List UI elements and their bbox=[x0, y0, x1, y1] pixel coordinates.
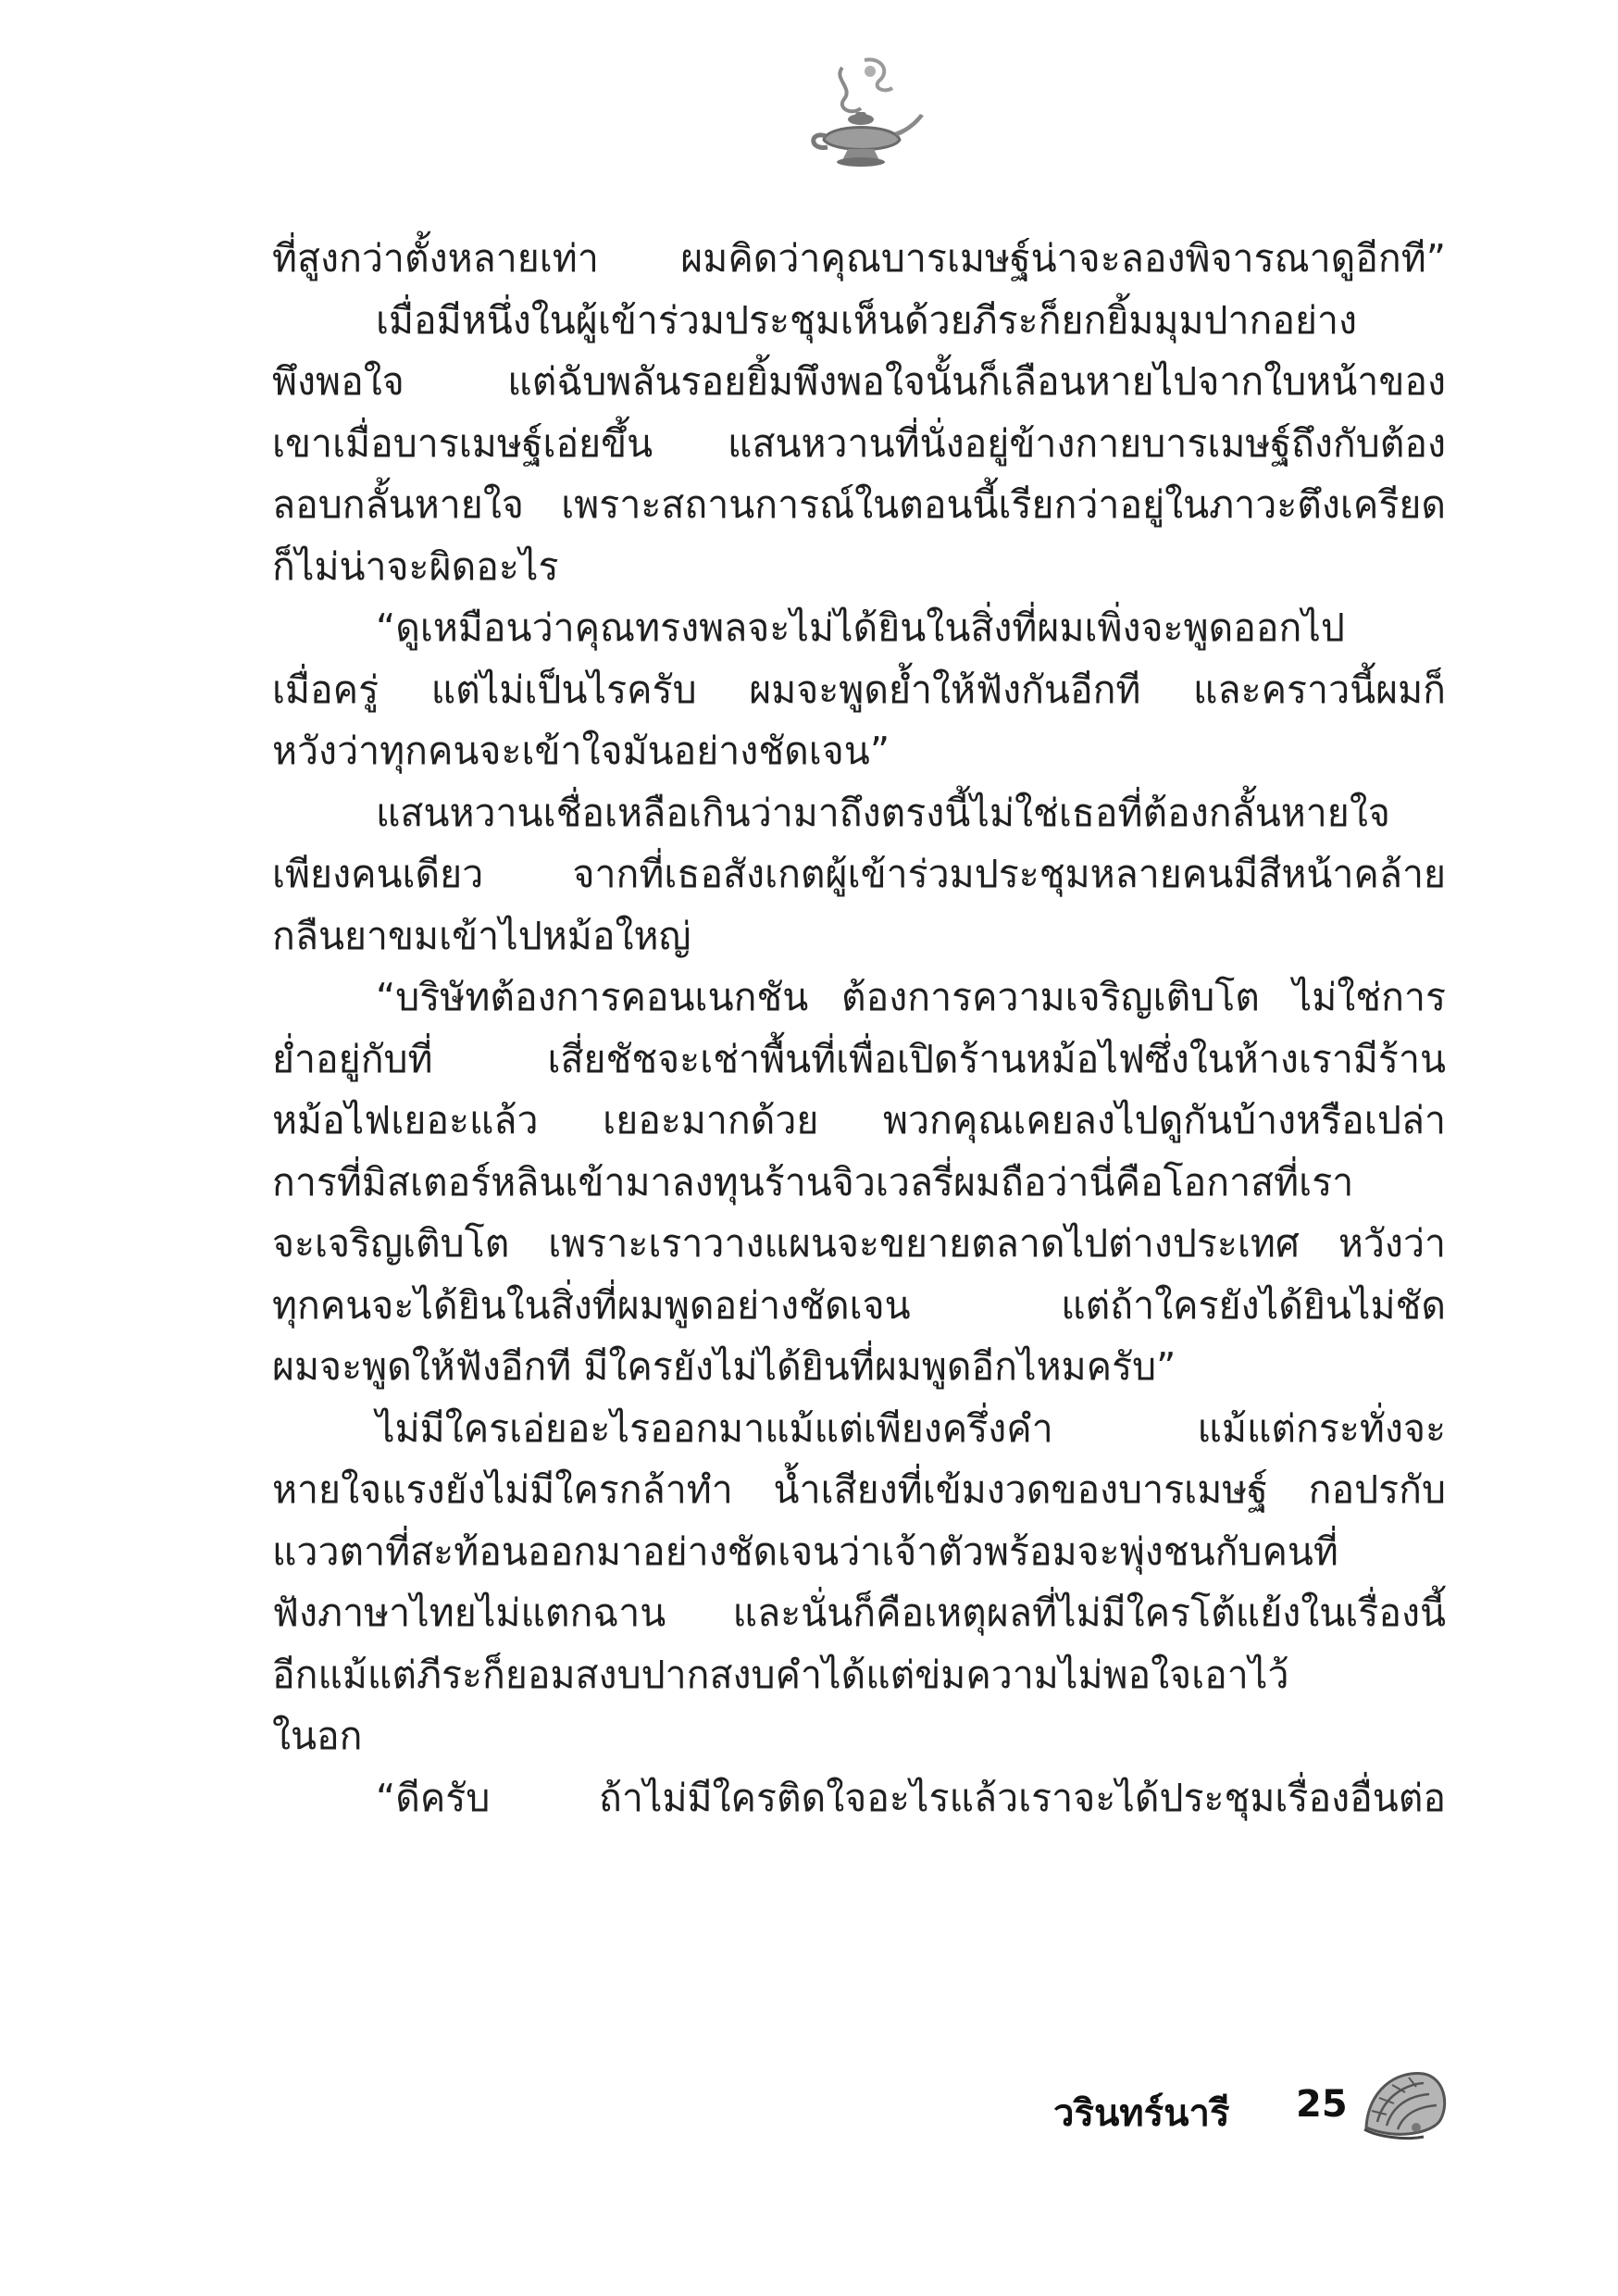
running-title: วรินทร์นารี bbox=[1053, 2092, 1230, 2135]
text-line: ลอบกลั้นหายใจ เพราะสถานการณ์ในตอนนี้เรียกว่าอยู่ในภาวะตึงเครียด bbox=[272, 482, 1446, 527]
text-line: พึงพอใจ แต่ฉับพลันรอยยิ้มพึงพอใจนั้นก็เลือนหายไปจากใบหน้าของ bbox=[272, 359, 1446, 404]
main-text bbox=[272, 228, 1446, 1828]
text-line: กลืนยาขมเข้าไปหม้อใหญ่ bbox=[272, 913, 691, 958]
text-line: ผมจะพูดให้ฟังอีกที มีใครยังไม่ได้ยินที่ผมพูดอีกไหมครับ” bbox=[272, 1344, 1176, 1389]
text-line: อีกแม้แต่ภีระก็ยอมสงบปากสงบคำได้แต่ข่มความไม่พอใจเอาไว้ bbox=[272, 1652, 1289, 1697]
text-line: “บริษัทต้องการคอนเนกชัน ต้องการความเจริญเติบโต ไม่ใช่การ bbox=[376, 975, 1446, 1019]
text-line: ทุกคนจะได้ยินในสิ่งที่ผมพูดอย่างชัดเจน แต่ถ้าใครยังได้ยินไม่ชัด bbox=[272, 1282, 1446, 1328]
text-line: ไม่มีใครเอ่ยอะไรออกมาแม้แต่เพียงครึ่งคำ แม้แต่กระทั่งจะ bbox=[376, 1405, 1446, 1451]
text-line: หม้อไฟเยอะแล้ว เยอะมากด้วย พวกคุณเคยลงไปดูกันบ้างหรือเปล่า bbox=[272, 1098, 1446, 1142]
text-line: แววตาที่สะท้อนออกมาอย่างชัดเจนว่าเจ้าตัวพร้อมจะพุ่งชนกับคนที่ bbox=[272, 1529, 1338, 1574]
text-line: เมื่อมีหนึ่งในผู้เข้าร่วมประชุมเห็นด้วยภีระก็ยกยิ้มมุมปากอย่าง bbox=[376, 297, 1358, 343]
text-line: เมื่อครู่ แต่ไม่เป็นไรครับ ผมจะพูดย้ำให้ฟังกันอีกที และคราวนี้ผมก็ bbox=[272, 667, 1446, 712]
page-footer bbox=[0, 2063, 1618, 2146]
text-line: ที่สูงกว่าตั้งหลายเท่า ผมคิดว่าคุณบารเมษฐ์น่าจะลองพิจารณาดูอีกที” bbox=[272, 236, 1446, 281]
text-line: การที่มิสเตอร์หลินเข้ามาลงทุนร้านจิวเวลรี่ผมถือว่านี่คือโอกาสที่เรา bbox=[272, 1159, 1354, 1204]
text-line: ในอก bbox=[272, 1714, 363, 1758]
text-line: “ดูเหมือนว่าคุณทรงพลจะไม่ได้ยินในสิ่งที่ผมเพิ่งจะพูดออกไป bbox=[376, 605, 1345, 650]
genie-lamp-icon bbox=[796, 51, 926, 181]
text-line: ย่ำอยู่กับที่ เสี่ยชัชจะเช่าพื้นที่เพื่อเปิดร้านหม้อไฟซึ่งในห้างเรามีร้าน bbox=[272, 1036, 1446, 1081]
text-line: “ดีครับ ถ้าไม่มีใครติดใจอะไรแล้วเราจะได้ประชุมเรื่องอื่นต่อ bbox=[376, 1775, 1446, 1820]
text-line: แสนหวานเชื่อเหลือเกินว่ามาถึงตรงนี้ไม่ใช่เธอที่ต้องกลั้นหายใจ bbox=[376, 790, 1390, 835]
text-line: จะเจริญเติบโต เพราะเราวางแผนจะขยายตลาดไปต่างประเทศ หวังว่า bbox=[272, 1221, 1446, 1266]
text-line: หวังว่าทุกคนจะเข้าใจมันอย่างชัดเจน” bbox=[272, 729, 890, 773]
text-line: ฟังภาษาไทยไม่แตกฉาน และนั่นก็คือเหตุผลที่ไม่มีใครโต้แย้งในเรื่องนี้ bbox=[272, 1591, 1446, 1635]
text-line: เพียงคนเดียว จากที่เธอสังเกตผู้เข้าร่วมประชุมหลายคนมีสีหน้าคล้าย bbox=[272, 852, 1446, 896]
shell-icon bbox=[1359, 2063, 1451, 2146]
text-line: เขาเมื่อบารเมษฐ์เอ่ยขึ้น แสนหวานที่นั่งอยู่ข้างกายบารเมษฐ์ถึงกับต้อง bbox=[272, 420, 1446, 466]
page-number: 25 bbox=[1296, 2083, 1348, 2126]
text-line: หายใจแรงยังไม่มีใครกล้าทำ น้ำเสียงที่เข้มงวดของบารเมษฐ์ กอปรกับ bbox=[272, 1467, 1446, 1512]
text-line: ก็ไม่น่าจะผิดอะไร bbox=[272, 543, 559, 589]
